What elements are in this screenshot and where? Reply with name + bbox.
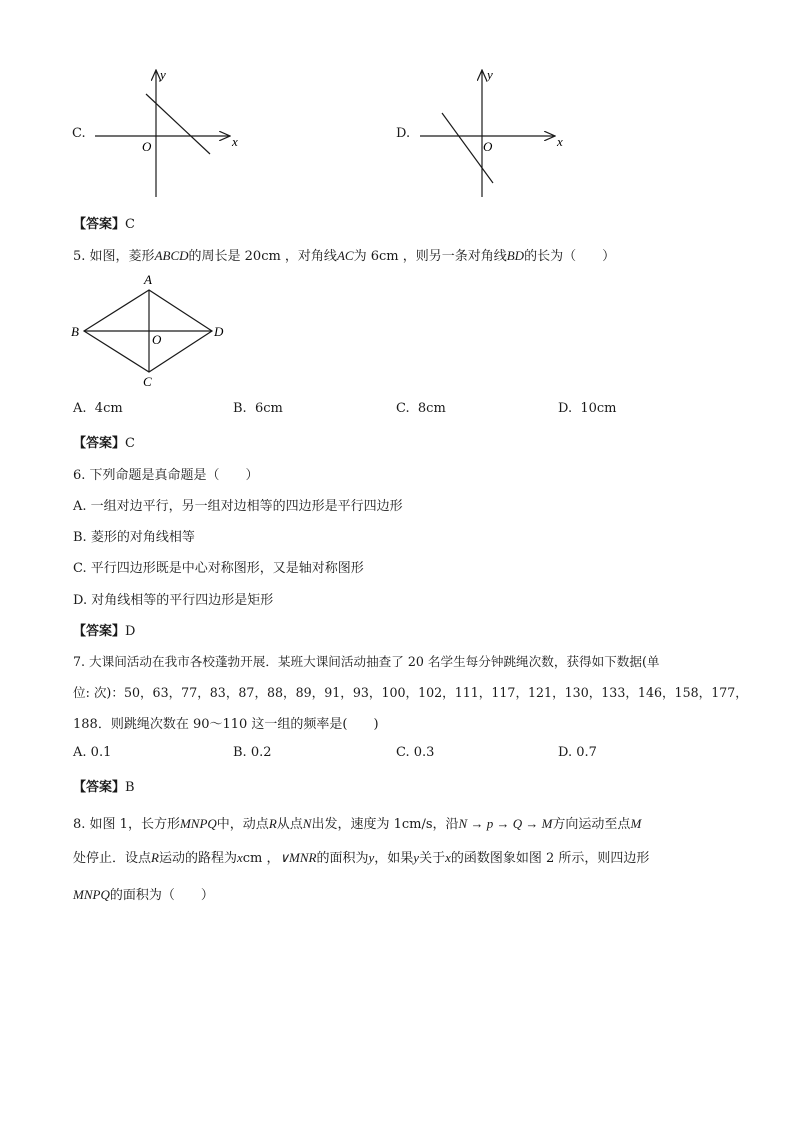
- stem-text: 为 6cm ，则另一条对角线: [353, 249, 507, 264]
- x-axis-label: x: [232, 134, 238, 149]
- option-text: 10cm: [580, 401, 617, 416]
- question-number: 5.: [73, 249, 86, 264]
- option-label: A.: [73, 401, 87, 416]
- option-label: A.: [73, 745, 87, 760]
- answer-label: 【答案】: [73, 217, 126, 232]
- math-path: N → p → Q → M: [458, 816, 553, 831]
- q7-answer: [73, 776, 135, 795]
- q7-option-c[interactable]: [396, 745, 434, 760]
- math-ac: AC: [336, 248, 354, 263]
- option-text: 4cm: [94, 401, 123, 416]
- q5-option-b[interactable]: [233, 401, 283, 416]
- stem-text: 处停止．设点: [73, 851, 152, 866]
- stem-text: 关于: [419, 851, 446, 866]
- vertex-b: B: [71, 324, 79, 339]
- vertex-a: A: [144, 272, 152, 287]
- q7-stem-line-3: 188．则跳绳次数在 90～110 这一组的频率是( ): [73, 717, 379, 732]
- stem-text: 的面积为: [316, 851, 369, 866]
- answer-value: D: [125, 624, 136, 639]
- option-text: 0.3: [413, 745, 435, 760]
- rhombus-figure: [68, 270, 238, 392]
- stem-text: cm ，: [242, 851, 280, 866]
- answer-value: C: [125, 436, 135, 451]
- q6-option-a[interactable]: A. 一组对边平行，另一组对边相等的四边形是平行四边形: [73, 499, 403, 514]
- math-y: y: [413, 850, 420, 865]
- option-text: 0.1: [90, 745, 112, 760]
- graph-option-d: [415, 65, 575, 205]
- q8-stem-line-3: [73, 884, 214, 903]
- stem-text: ，如果: [374, 851, 414, 866]
- stem-text: 方向运动至点: [552, 817, 631, 832]
- math-r: R: [268, 816, 277, 831]
- answer-value: C: [125, 217, 135, 232]
- stem-text: 8. 如图 1，长方形: [73, 817, 180, 832]
- answer-label: 【答案】: [73, 780, 126, 795]
- vertex-c: C: [143, 374, 152, 389]
- math-y: y: [368, 850, 375, 865]
- option-label: D.: [558, 745, 573, 760]
- math-mnpq: MNPQ: [73, 887, 110, 902]
- q7-stem-line-2: 位: 次)：50，63，77，83，87，88，89，91，93，100，102，111，117，121，130，133，146，158，177，: [73, 685, 748, 700]
- q8-stem-line-1: [73, 813, 641, 832]
- q6-stem: 6. 下列命题是真命题是（ ）: [73, 468, 259, 483]
- stem-text: 如图，菱形: [89, 249, 155, 264]
- y-axis-label: y: [487, 67, 493, 82]
- stem-text: 的函数图象如图 2 所示，则四边形: [450, 851, 650, 866]
- math-bd: BD: [506, 248, 525, 263]
- origin-label: O: [483, 139, 493, 154]
- stem-text: 的面积为（ ）: [109, 888, 214, 903]
- stem-text: 的长为（ ）: [524, 249, 616, 264]
- y-axis-label: y: [160, 67, 166, 82]
- q5-option-d[interactable]: [558, 401, 617, 416]
- q5-option-a[interactable]: [73, 401, 123, 416]
- x-axis-label: x: [557, 134, 563, 149]
- option-label: C.: [396, 401, 410, 416]
- math-abcd: ABCD: [154, 248, 189, 263]
- math-x: x: [236, 850, 243, 865]
- q5-stem: [73, 245, 615, 264]
- stem-text: 出发，速度为 1cm/s，沿: [311, 817, 459, 832]
- answer-label: 【答案】: [73, 624, 126, 639]
- stem-text: 中，动点: [216, 817, 269, 832]
- q7-option-a[interactable]: [73, 745, 111, 760]
- math-mnpq: MNPQ: [179, 816, 217, 831]
- stem-text: 的周长是 20cm ，对角线: [188, 249, 337, 264]
- q8-stem-line-2: [73, 847, 649, 866]
- q6-option-b[interactable]: B. 菱形的对角线相等: [73, 530, 195, 545]
- option-text: 0.2: [250, 745, 272, 760]
- graph-option-c: [90, 65, 250, 205]
- q6-option-d[interactable]: D. 对角线相等的平行四边形是矩形: [73, 593, 274, 608]
- option-label: B.: [233, 401, 247, 416]
- q7-option-b[interactable]: [233, 745, 272, 760]
- math-x: x: [445, 850, 451, 865]
- q7-stem-line-1: 7. 大课间活动在我市各校蓬勃开展．某班大课间活动抽查了 20 名学生每分钟跳绳次数，获得如下数据(单: [73, 654, 660, 669]
- option-c-label: C.: [72, 126, 86, 141]
- option-text: 6cm: [254, 401, 283, 416]
- option-label: B.: [233, 745, 247, 760]
- math-m: M: [630, 816, 642, 831]
- math-n: N: [302, 816, 312, 831]
- stem-text: 从点: [276, 817, 303, 832]
- answer-label: 【答案】: [73, 436, 126, 451]
- q5-answer: [73, 432, 135, 451]
- q5-option-c[interactable]: [396, 401, 446, 416]
- vertex-d: D: [214, 324, 224, 339]
- q6-answer: [73, 620, 135, 639]
- math-triangle-mnr: ∨MNR: [279, 850, 317, 865]
- math-r: R: [151, 850, 159, 865]
- answer-value: B: [125, 780, 135, 795]
- option-text: 8cm: [417, 401, 446, 416]
- q6-option-c[interactable]: C. 平行四边形既是中心对称图形，又是轴对称图形: [73, 561, 364, 576]
- option-text: 0.7: [576, 745, 597, 760]
- stem-text: 运动的路程为: [158, 851, 237, 866]
- q7-option-d[interactable]: [558, 745, 597, 760]
- q4-answer: [73, 213, 135, 232]
- origin-label: O: [142, 139, 152, 154]
- option-label: D.: [558, 401, 573, 416]
- option-d-label: D.: [396, 126, 411, 141]
- option-label: C.: [396, 745, 410, 760]
- center-o: O: [152, 332, 162, 347]
